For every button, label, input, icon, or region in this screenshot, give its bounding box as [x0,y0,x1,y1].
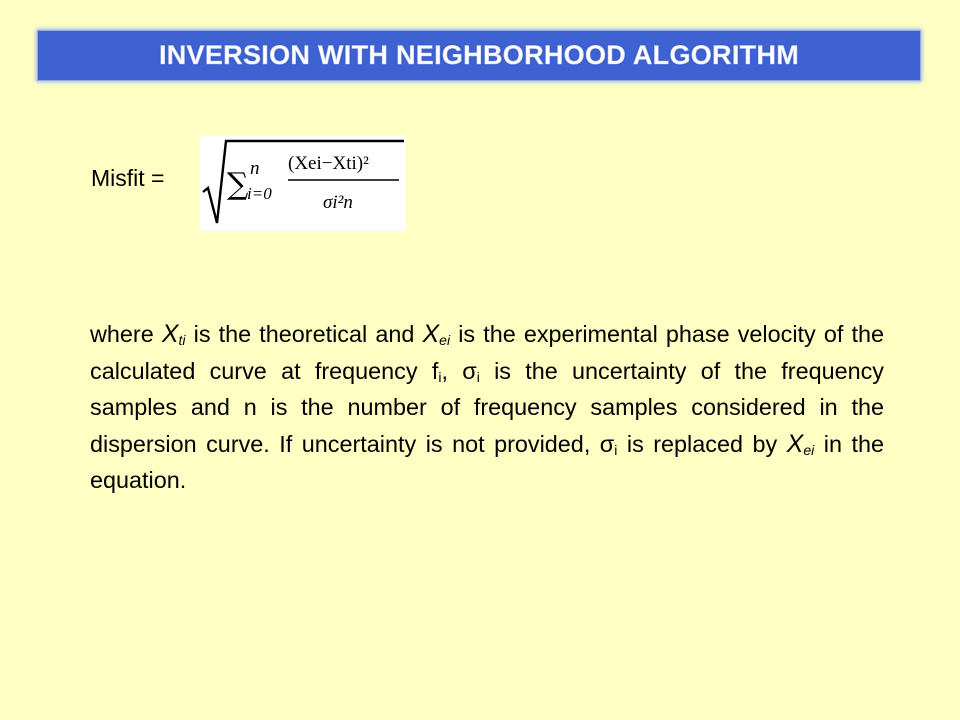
slide-title: INVERSION WITH NEIGHBORHOOD ALGORITHM [158,40,800,70]
subscript: ei [439,332,451,348]
subscript: ei [803,441,815,458]
body-text-run: where [90,321,162,347]
sum-upper-limit: n [250,158,260,179]
formula-graphic [200,136,406,231]
body-text-run: is the experimental phase velocity of the calculated curve at frequency f [90,321,884,384]
sum-symbol: ∑ [227,167,249,202]
formula-numerator: (Xei−Xti)² [288,153,369,174]
variable-x: X [161,320,179,348]
body-text-run: is the theoretical and [185,321,423,347]
misfit-formula [200,136,406,231]
subscript: i [614,441,618,458]
body-text-run: in the equation. [90,430,884,494]
title-bar [38,31,920,80]
body-text-run: is the uncertainty of the frequency samples and n is the number of frequency samples considered in the dispersion curve. If uncertainty is not provided, σ [90,357,885,457]
sum-lower-limit: i=0 [247,184,272,203]
subscript: i [476,368,480,385]
description-paragraph [90,316,884,499]
body-text-run: , σ [441,357,477,384]
subscript: i [438,368,442,385]
body-text-run: is replaced by [617,430,787,457]
formula-denominator: σi²n [323,192,353,213]
subscript: ti [178,332,186,348]
variable-x: X [786,429,804,458]
variable-x: X [422,320,440,348]
misfit-label: Misfit = [91,165,165,191]
